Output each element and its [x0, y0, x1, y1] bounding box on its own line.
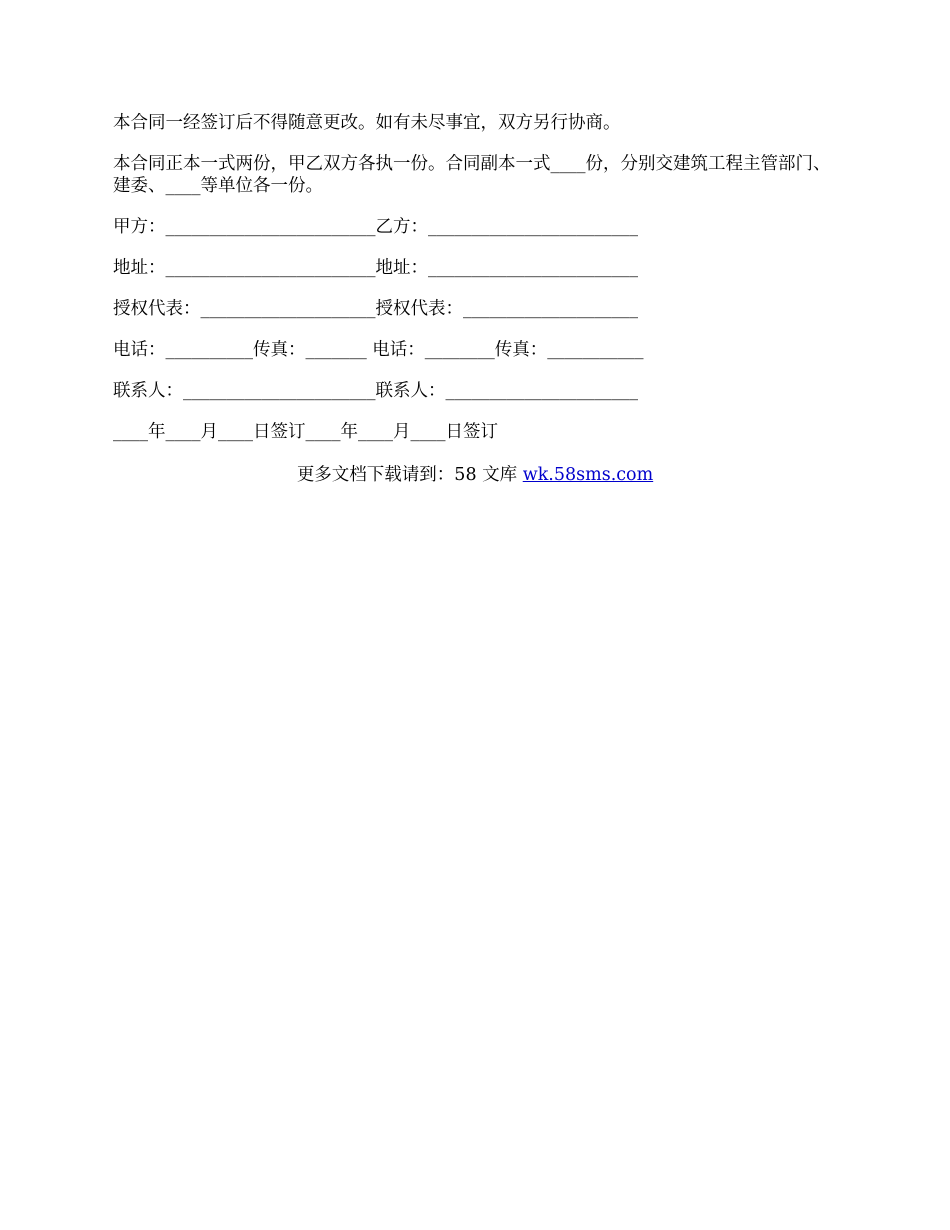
footer-text: 更多文档下载请到：58 文库 [296, 465, 523, 485]
clause-copies: 本合同正本一式两份，甲乙双方各执一份。合同副本一式____份，分别交建筑工程主管部门、建委、____等单位各一份。 [113, 154, 831, 196]
representative-line: 授权代表：____________________授权代表：____________________ [113, 299, 638, 319]
signing-date-line: ____年____月____日签订____年____月____日签订 [113, 422, 498, 442]
address-line: 地址：________________________地址：________________________ [113, 258, 638, 278]
clause-amendment: 本合同一经签订后不得随意更改。如有未尽事宜，双方另行协商。 [113, 113, 621, 133]
contact-line: 联系人：______________________联系人：______________________ [113, 381, 638, 401]
document-body [113, 112, 843, 462]
phone-fax-line: 电话：__________传真：_______ 电话：________传真：___________ [113, 340, 644, 360]
website-link[interactable]: wk.58sms.com [522, 465, 654, 485]
party-line: 甲方：________________________乙方：________________________ [113, 217, 638, 237]
download-footer [0, 464, 950, 486]
